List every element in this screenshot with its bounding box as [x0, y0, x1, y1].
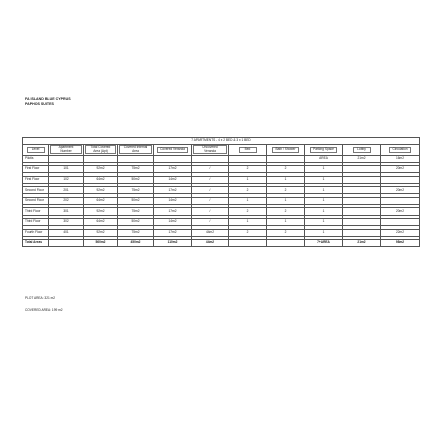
- column-header-label: Uncovered Veranda: [193, 145, 227, 154]
- table-cell: 2: [267, 229, 305, 236]
- column-header: [343, 145, 381, 156]
- table-cell: [381, 218, 420, 225]
- column-header-label: Circulation: [389, 147, 410, 153]
- table-cell: 44m2: [192, 229, 229, 236]
- table-cell: 92m2: [84, 166, 118, 173]
- table-cell: [381, 176, 420, 183]
- table-cell: 64m2: [84, 176, 118, 183]
- total-label: Total Areas: [23, 240, 49, 247]
- table-cell: 92m2: [84, 187, 118, 194]
- level-cell: First Floor: [23, 176, 49, 183]
- table-cell: [343, 166, 381, 173]
- table-cell: [84, 155, 118, 162]
- table-cell: 92m2: [84, 229, 118, 236]
- table-cell: 1: [267, 197, 305, 204]
- table-cell: 20m2: [381, 208, 420, 215]
- table-cell: [343, 218, 381, 225]
- table-cell: [343, 187, 381, 194]
- table-cell: [343, 208, 381, 215]
- total-row: [23, 240, 420, 247]
- column-header: [229, 145, 267, 156]
- table-row: [23, 208, 420, 215]
- column-header-label: Parking Space: [310, 147, 337, 153]
- table-cell: /: [192, 166, 229, 173]
- project-title: FA ISLAND BLUE CYPRUS: [25, 97, 71, 101]
- table-cell: 2: [229, 166, 267, 173]
- table-cell: 401: [49, 229, 84, 236]
- total-cell: [229, 240, 267, 247]
- table-cell: 1: [305, 187, 343, 194]
- table-cell: 20m2: [381, 187, 420, 194]
- table-cell: 1: [267, 176, 305, 183]
- table-cell: 2: [267, 187, 305, 194]
- table-cell: 1: [229, 176, 267, 183]
- table-cell: 1: [305, 197, 343, 204]
- column-header-label: Covered Veranda: [157, 147, 188, 153]
- table-cell: /: [192, 197, 229, 204]
- table-cell: 1: [305, 166, 343, 173]
- table-cell: 14m2: [154, 197, 192, 204]
- table-cell: /: [192, 208, 229, 215]
- table-cell: 16m2: [381, 155, 420, 162]
- table-cell: 102: [49, 176, 84, 183]
- table-cell: 50m2: [118, 218, 154, 225]
- column-header: [381, 145, 420, 156]
- table-cell: 92m2: [84, 208, 118, 215]
- level-cell: Pilotis: [23, 155, 49, 162]
- total-cell: 21m2: [343, 240, 381, 247]
- table-cell: [343, 197, 381, 204]
- level-cell: Third Floor: [23, 208, 49, 215]
- column-header: [23, 145, 49, 156]
- table-cell: 302: [49, 218, 84, 225]
- table-row: [23, 166, 420, 173]
- total-cell: 110m2: [154, 240, 192, 247]
- table-cell: 17m2: [154, 166, 192, 173]
- level-cell: Second Floor: [23, 197, 49, 204]
- table-cell: 17m2: [154, 208, 192, 215]
- column-header-label: Lobby: [353, 147, 371, 153]
- column-header-row: [23, 145, 420, 156]
- total-cell: 98m2: [381, 240, 420, 247]
- column-header-label: Bath / Shower: [272, 147, 298, 153]
- column-header-label: Apartment Number: [50, 145, 82, 154]
- table-cell: 50m2: [118, 176, 154, 183]
- column-header: [267, 145, 305, 156]
- table-cell: [49, 155, 84, 162]
- table-cell: 20m2: [381, 166, 420, 173]
- table-row: [23, 187, 420, 194]
- total-cell: 560m2: [84, 240, 118, 247]
- plot-area-note: PLOT AREA: 321 m2: [25, 296, 56, 300]
- total-cell: [49, 240, 84, 247]
- table-cell: /: [192, 218, 229, 225]
- table-cell: 2: [267, 208, 305, 215]
- column-header-label: Level: [27, 147, 45, 153]
- table-title: 7 APARTMENTS - 4 x 2 BED & 3 x 1 BED: [23, 138, 420, 145]
- table-row: [23, 176, 420, 183]
- table-cell: 17m2: [154, 187, 192, 194]
- table-cell: 2: [267, 166, 305, 173]
- table-cell: 21m2: [343, 155, 381, 162]
- table-cell: 2: [229, 208, 267, 215]
- total-cell: 7+AREA: [305, 240, 343, 247]
- table-cell: 64m2: [84, 218, 118, 225]
- level-cell: Fourth Floor: [23, 229, 49, 236]
- table-row: [23, 229, 420, 236]
- project-subtitle: PAPHOS SUITES: [25, 102, 54, 106]
- total-cell: 44m2: [192, 240, 229, 247]
- table-cell: [381, 197, 420, 204]
- table-cell: 1: [229, 218, 267, 225]
- table-row: [23, 155, 420, 162]
- table-cell: 201: [49, 187, 84, 194]
- column-header: [118, 145, 154, 156]
- table-cell: AREA: [305, 155, 343, 162]
- column-header-label: Covered Internal Area: [119, 145, 152, 154]
- table-cell: [192, 155, 229, 162]
- table-cell: 101: [49, 166, 84, 173]
- table-cell: 75m2: [118, 229, 154, 236]
- column-header-label: Total Covered Area (Apt): [85, 145, 116, 154]
- table-cell: 1: [267, 218, 305, 225]
- area-schedule-table: [22, 137, 420, 247]
- table-cell: 50m2: [118, 197, 154, 204]
- table-cell: 22m2: [381, 229, 420, 236]
- column-header: [84, 145, 118, 156]
- table-cell: 1: [305, 208, 343, 215]
- table-cell: 202: [49, 197, 84, 204]
- table-cell: 301: [49, 208, 84, 215]
- level-cell: Second Floor: [23, 187, 49, 194]
- column-header: [305, 145, 343, 156]
- table-cell: [343, 229, 381, 236]
- table-cell: 2: [229, 187, 267, 194]
- table-cell: [343, 176, 381, 183]
- column-header-label: Bed: [239, 147, 257, 153]
- level-cell: Third Floor: [23, 218, 49, 225]
- table-cell: /: [192, 187, 229, 194]
- table-cell: 75m2: [118, 208, 154, 215]
- level-cell: First Floor: [23, 166, 49, 173]
- document-header: [25, 97, 71, 107]
- table-cell: 1: [305, 229, 343, 236]
- total-cell: 450m2: [118, 240, 154, 247]
- table-cell: [118, 155, 154, 162]
- column-header: [192, 145, 229, 156]
- table-row: [23, 197, 420, 204]
- table-cell: 64m2: [84, 197, 118, 204]
- table-cell: [229, 155, 267, 162]
- table-cell: 1: [229, 197, 267, 204]
- table-cell: /: [192, 176, 229, 183]
- column-header: [154, 145, 192, 156]
- covered-area-note: COVERED AREA: 199 m2: [25, 308, 63, 312]
- table-cell: 17m2: [154, 229, 192, 236]
- table-cell: [154, 155, 192, 162]
- table-cell: 1: [305, 176, 343, 183]
- table-cell: 1: [305, 218, 343, 225]
- table-cell: 14m2: [154, 176, 192, 183]
- table-cell: 2: [229, 229, 267, 236]
- table-body: [23, 138, 420, 247]
- table-row: [23, 218, 420, 225]
- column-header: [49, 145, 84, 156]
- table-cell: 14m2: [154, 218, 192, 225]
- table-cell: [267, 155, 305, 162]
- table-cell: 75m2: [118, 187, 154, 194]
- table-cell: 75m2: [118, 166, 154, 173]
- total-cell: [267, 240, 305, 247]
- table-title-row: [23, 138, 420, 145]
